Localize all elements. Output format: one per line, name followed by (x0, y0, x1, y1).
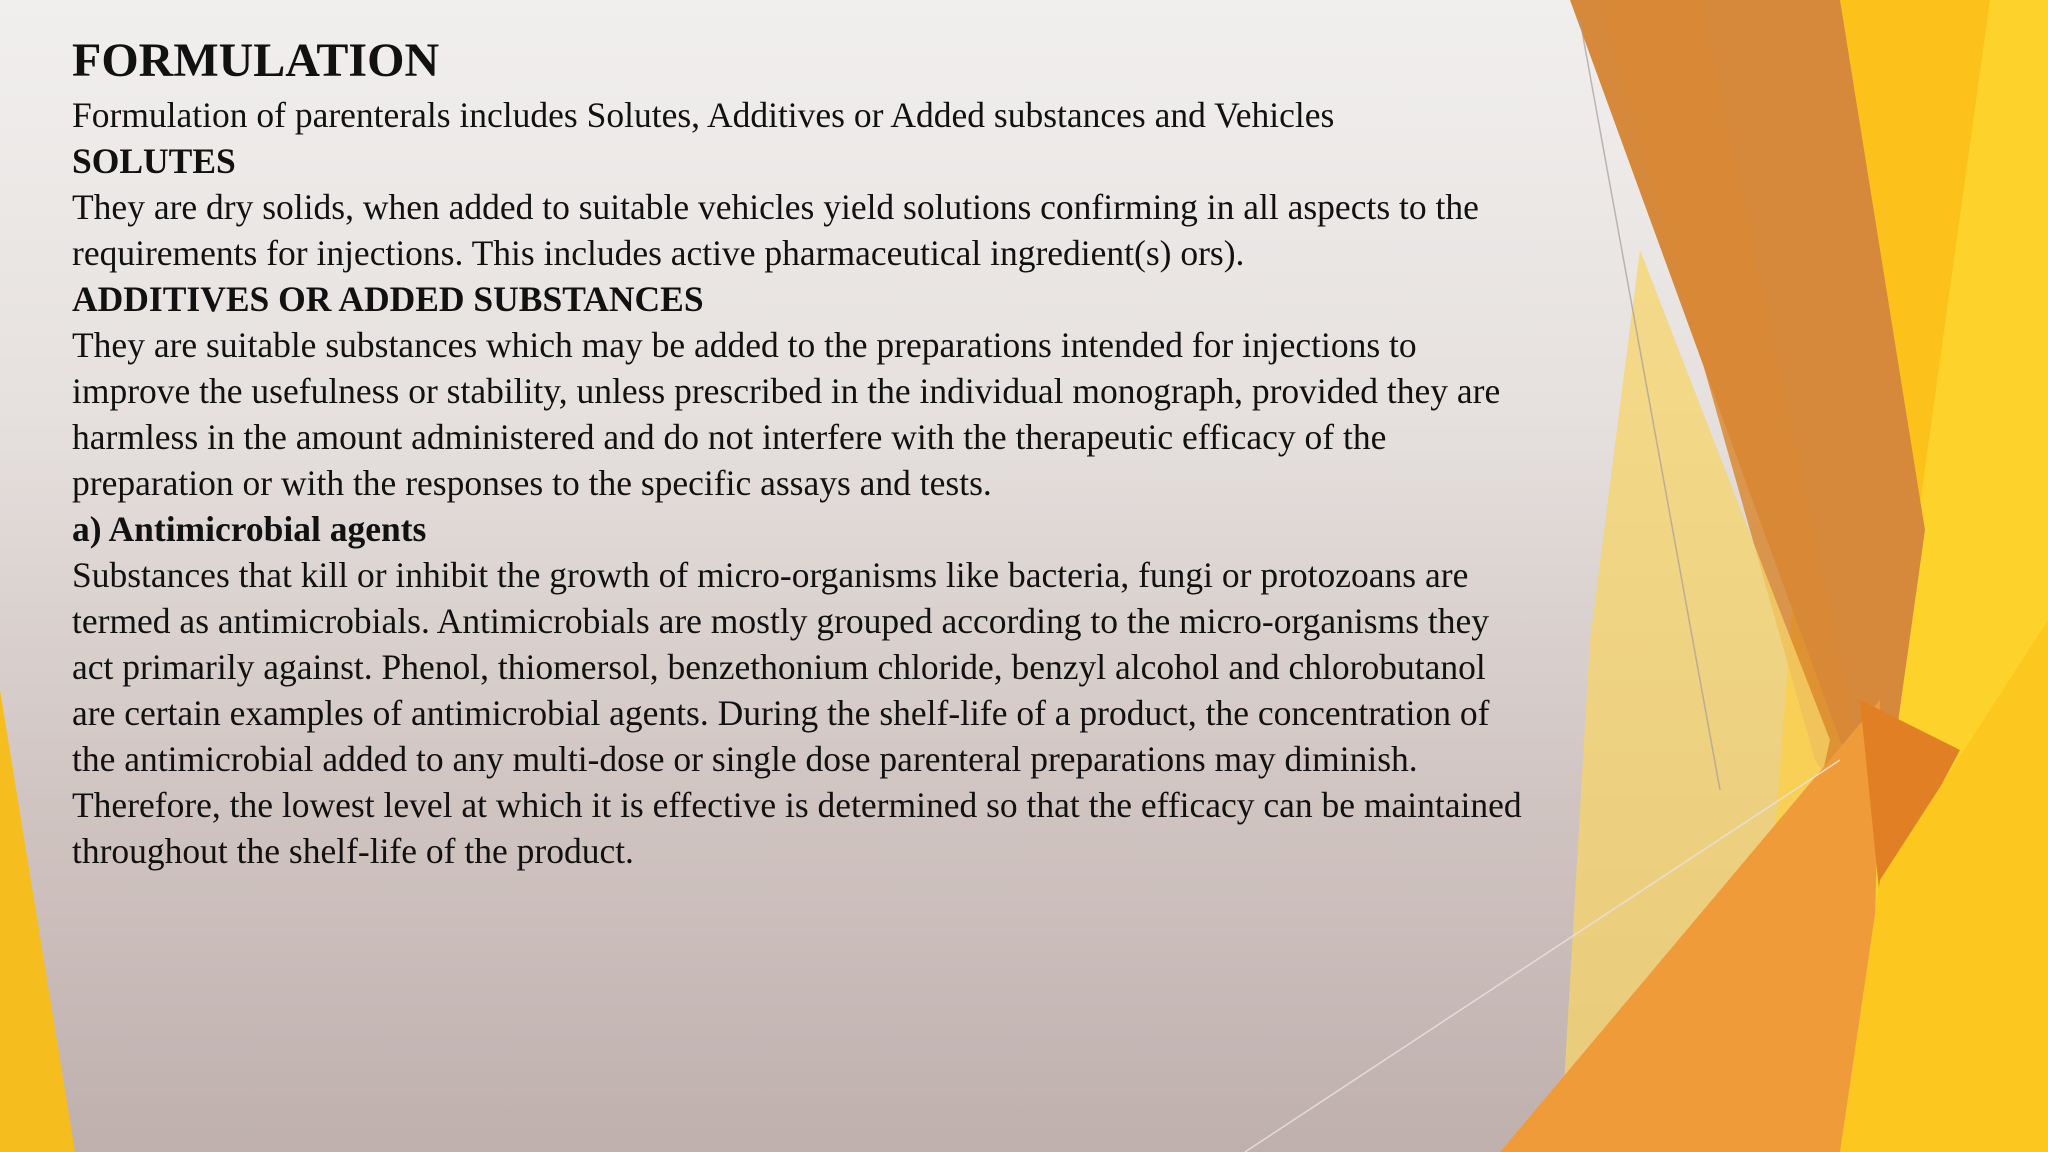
section-heading-antimicrobial-agents: a) Antimicrobial agents (72, 509, 427, 549)
section-heading-additives: ADDITIVES OR ADDED SUBSTANCES (72, 279, 704, 319)
section-heading-solutes: SOLUTES (72, 141, 236, 181)
slide-content (72, 30, 1532, 874)
section-body-additives: They are suitable substances which may be added to the preparations intended for injections to improve the usefulness or stability, unless prescribed in the individual monograph, provided they are harmless in the amount administered and do not interfere with the therapeutic efficacy of the preparation or with the responses to the specific assays and tests. (72, 325, 1501, 503)
section-body-antimicrobial-agents: Substances that kill or inhibit the growth of micro-organisms like bacteria, fungi or protozoans are termed as antimicrobials. Antimicrobials are mostly grouped according to the micro-organisms they act primarily against. Phenol, thiomersol, benzethonium chloride, benzyl alcohol and chlorobutanol are certain examples of antimicrobial agents. During the shelf-life of a product, the concentration of the antimicrobial added to any multi-dose or single dose parenteral preparations may diminish. Therefore, the lowest level at which it is effective is determined so that the efficacy can be maintained throughout the shelf-life of the product. (72, 555, 1522, 871)
section-body-solutes: They are dry solids, when added to suitable vehicles yield solutions confirming in all aspects to the requirements for injections. This includes active pharmaceutical ingredient(s) ors). (72, 187, 1479, 273)
slide-title: FORMULATION (72, 34, 440, 87)
left-yellow-shape (0, 690, 75, 1152)
intro-text: Formulation of parenterals includes Solutes, Additives or Added substances and Vehicles (72, 95, 1335, 135)
